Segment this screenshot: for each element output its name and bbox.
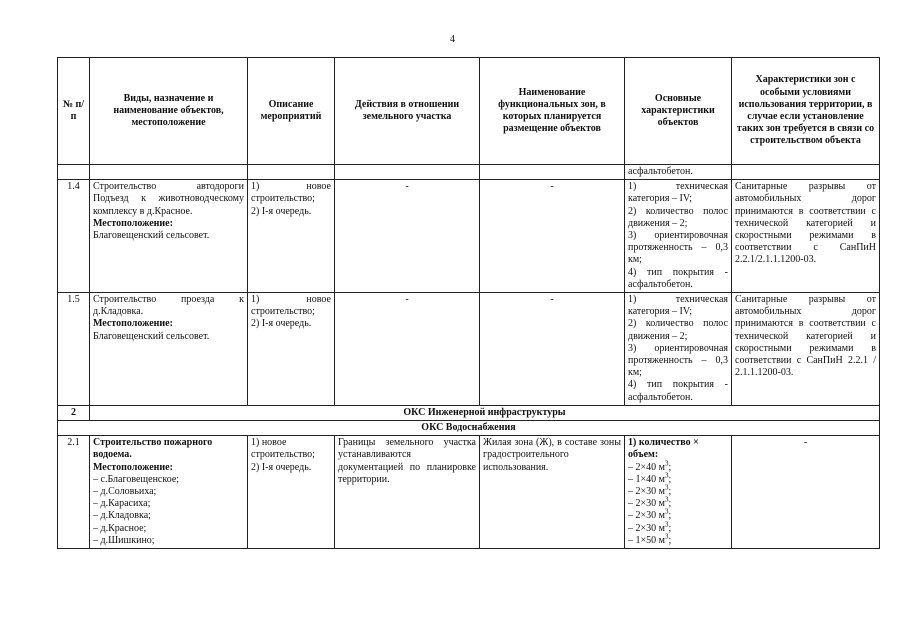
list-item: – 2×30 $м^3$; [628,523,728,535]
measure-item: 1) новое строительство; [251,294,331,318]
characteristics-cell [625,180,732,293]
special-zones-cell: Санитарные разрывы от автомобильных дорог принимаются в соответствии с технической категорией и скоростными режимами в соответствии с СанПиН 2.2.1/2.1.1.1200-03. [732,180,880,293]
list-item: – д.Карасиха; [93,498,244,510]
actions-cell: Границы земельного участка устанавливаются документацией по планировке территории. [335,436,480,549]
object-title: Строительство автодороги Подъезд к животноводческому комплексу в д.Красное. [93,181,244,217]
row-number: 1.4 [58,180,90,293]
section-title: ОКС Инженерной инфраструктуры [90,405,880,420]
header-characteristics: Основные характеристики объектов [625,58,732,165]
header-land-actions: Действия в отношении земельного участка [335,58,480,165]
zones-cell: Жилая зона (Ж), в составе зоны градостроительного использования. [480,436,625,549]
list-item: – 2×30 $м^3$; [628,486,728,498]
table-row-2-1 [58,436,880,549]
zones-cell: - [480,293,625,406]
measures-cell [248,293,335,406]
section-number: 2 [58,405,90,420]
list-item: – д.Кладовка; [93,510,244,522]
characteristics-cell [625,293,732,406]
measure-item: 2) I-я очередь. [251,461,312,473]
page-number: 4 [450,34,455,45]
characteristic-item: 3) ориентировочная протяженность – 0,3 км; [628,230,728,266]
row-number: 1.5 [58,293,90,406]
object-title: Строительство проезда к д.Кладовка. [93,294,244,318]
location-list [93,474,244,547]
list-item: – 2×30 $м^3$; [628,510,728,522]
list-item: – с.Благовещенское; [93,474,244,486]
object-title: Строительство пожарного водоема. [93,437,213,461]
section-row [58,405,880,420]
header-measures: Описание мероприятий [248,58,335,165]
characteristic-item: 3) ориентировочная протяженность – 0,3 км; [628,342,728,379]
actions-cell: - [335,293,480,406]
row-number: 2.1 [58,436,90,549]
special-zones-cell: Санитарные разрывы от автомобильных дорог принимаются в соответствии с технической категорией и скоростными режимами в соответствии с СанПиН 2.2.1 / 2.1.1.1200-03. [732,293,880,406]
table-row-carry [58,165,880,180]
measures-cell [248,436,335,549]
list-item: – 2×30 $м^3$; [628,498,728,510]
carry-text: асфальтобетон. [625,165,732,180]
location-value: Благовещенский сельсовет. [93,230,210,242]
header-special-zones: Характеристики зон с особыми условиями использования территории, в случае если установление таких зон требуется в связи со строительством объекта [732,58,880,165]
measures-cell [248,180,335,293]
table-row-1-4 [58,180,880,293]
list-item: – д.Шишкино; [93,535,244,547]
actions-cell: - [335,180,480,293]
characteristic-title: 1) количество × объем: [628,437,699,461]
object-cell [90,293,248,406]
measure-item: 2) I-я очередь. [251,205,312,217]
characteristic-item: 4) тип покрытия - асфальтобетон. [628,266,728,290]
volume-list [628,459,728,547]
header-object-type: Виды, назначение и наименование объектов, местоположение [90,58,248,165]
characteristic-item: 2) количество полос движения – 2; [628,205,728,229]
subsection-row [58,421,880,436]
measure-item: 1) новое строительство; [251,437,315,461]
characteristic-item: 4) тип покрытия - асфальтобетон. [628,379,728,403]
list-item: – д.Красное; [93,523,244,535]
characteristic-item: 1) техническая категория – IV; [628,294,728,318]
planning-table [57,57,880,549]
header-number: № п/п [58,58,90,165]
header-functional-zones: Наименование функциональных зон, в которых планируется размещение объектов [480,58,625,165]
location-label: Местоположение: [93,461,173,473]
location-label: Местоположение: [93,318,173,330]
list-item: – 2×40 $м^3$; [628,462,728,474]
location-label: Местоположение: [93,217,173,229]
characteristic-item: 1) техническая категория – IV; [628,181,728,205]
zones-cell: - [480,180,625,293]
special-zones-cell: - [732,436,880,549]
list-item: – 1×50 $м^3$; [628,535,728,547]
measure-item: 1) новое строительство; [251,181,331,205]
table-row-1-5 [58,293,880,406]
table-header-row [58,58,880,165]
list-item: – 1×40 $м^3$; [628,474,728,486]
subsection-title: ОКС Водоснабжения [58,421,880,436]
object-cell [90,436,248,549]
measure-item: 2) I-я очередь. [251,318,312,330]
list-item: – д.Соловьиха; [93,486,244,498]
characteristic-item: 2) количество полос движения – 2; [628,318,728,342]
characteristics-cell [625,436,732,549]
location-value: Благовещенский сельсовет. [93,330,210,342]
object-cell [90,180,248,293]
